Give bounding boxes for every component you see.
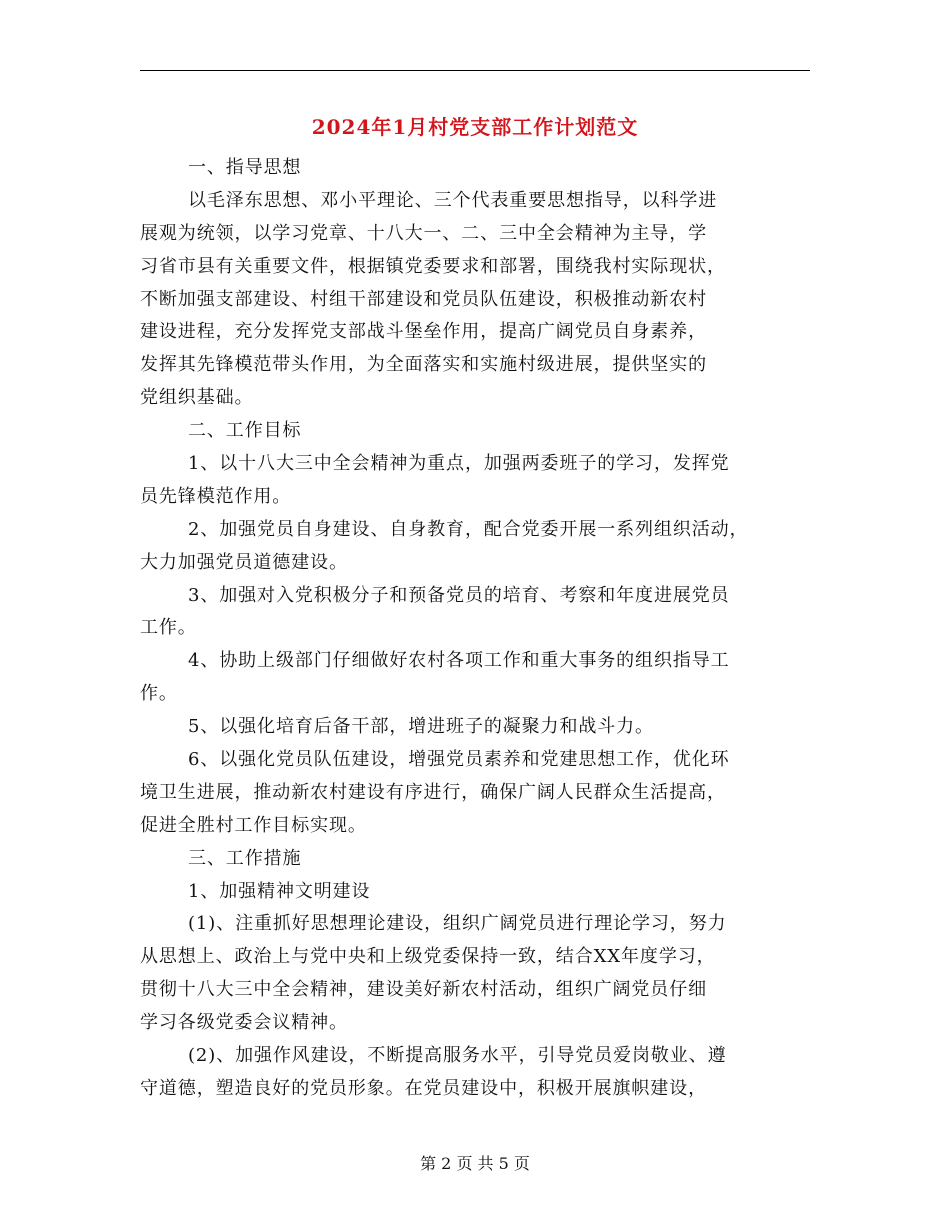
- list-item-line: 1、以十八大三中全会精神为重点，加强两委班子的学习，发挥党: [188, 453, 730, 475]
- total-page-count: 5: [498, 1154, 509, 1173]
- paragraph-line: (2)、加强作风建设，不断提高服务水平，引导党员爱岗敬业、遵: [188, 1045, 727, 1067]
- subsection-heading: 1、加强精神文明建设: [188, 880, 371, 902]
- list-item-line: 境卫生进展，推动新农村建设有序进行，确保广阔人民群众生活提高，: [140, 781, 726, 803]
- paragraph-line: 发挥其先锋模范带头作用，为全面落实和实施村级进展，提供坚实的: [140, 354, 707, 376]
- document-body: [140, 152, 812, 1106]
- section-heading: 一、指导思想: [188, 157, 302, 178]
- list-item-line: 大力加强党员道德建设。: [140, 551, 348, 573]
- footer-prefix: 第: [420, 1154, 437, 1173]
- paragraph-line: 从思想上、政治上与党中央和上级党委保持一致，结合XX年度学习，: [140, 946, 716, 968]
- footer-suffix: 页: [513, 1154, 530, 1173]
- list-item-line: 6、以强化党员队伍建设，增强党员素养和党建思想工作，优化环: [188, 749, 730, 771]
- paragraph-line: 以毛泽东思想、邓小平理论、三个代表重要思想指导，以科学进: [188, 189, 718, 211]
- paragraph-line: 建设进程，充分发挥党支部战斗堡垒作用，提高广阔党员自身素养，: [140, 321, 707, 343]
- paragraph-line: 学习各级党委会议精神。: [140, 1012, 348, 1034]
- list-item-line: 5、以强化培育后备干部，增进班子的凝聚力和战斗力。: [188, 716, 654, 738]
- paragraph-line: 党组织基础。: [140, 387, 254, 409]
- paragraph-line: 习省市县有关重要文件，根据镇党委要求和部署，围绕我村实际现状，: [140, 255, 726, 277]
- list-item-line: 促进全胜村工作目标实现。: [140, 814, 367, 836]
- list-item-line: 作。: [140, 683, 178, 705]
- header-rule: [140, 70, 810, 71]
- paragraph-line: (1)、注重抓好思想理论建设，组织广阔党员进行理论学习，努力: [188, 913, 727, 935]
- paragraph-line: 守道德，塑造良好的党员形象。在党员建设中，积极开展旗帜建设，: [140, 1077, 707, 1099]
- footer-middle: 页 共: [456, 1154, 494, 1173]
- page-footer: [0, 1152, 950, 1176]
- list-item-line: 员先锋模范作用。: [140, 485, 292, 507]
- document-title: 2024年1月村党支部工作计划范文: [311, 115, 639, 139]
- paragraph-line: 不断加强支部建设、村组干部建设和党员队伍建设，积极推动新农村: [140, 288, 707, 310]
- paragraph-line: 贯彻十八大三中全会精神，建设美好新农村活动，组织广阔党员仔细: [140, 979, 707, 1001]
- list-item-line: 2、加强党员自身建设、自身教育，配合党委开展一系列组织活动，: [188, 518, 749, 540]
- list-item-line: 4、协助上级部门仔细做好农村各项工作和重大事务的组织指导工: [188, 650, 730, 672]
- section-heading: 三、工作措施: [188, 847, 302, 869]
- list-item-line: 3、加强对入党积极分子和预备党员的培育、考察和年度进展党员: [188, 584, 730, 606]
- section-heading: 二、工作目标: [188, 420, 302, 442]
- list-item-line: 工作。: [140, 617, 197, 639]
- paragraph-line: 展观为统领，以学习党章、十八大一、二、三中全会精神为主导，学: [140, 222, 707, 244]
- current-page-number: 2: [441, 1154, 452, 1173]
